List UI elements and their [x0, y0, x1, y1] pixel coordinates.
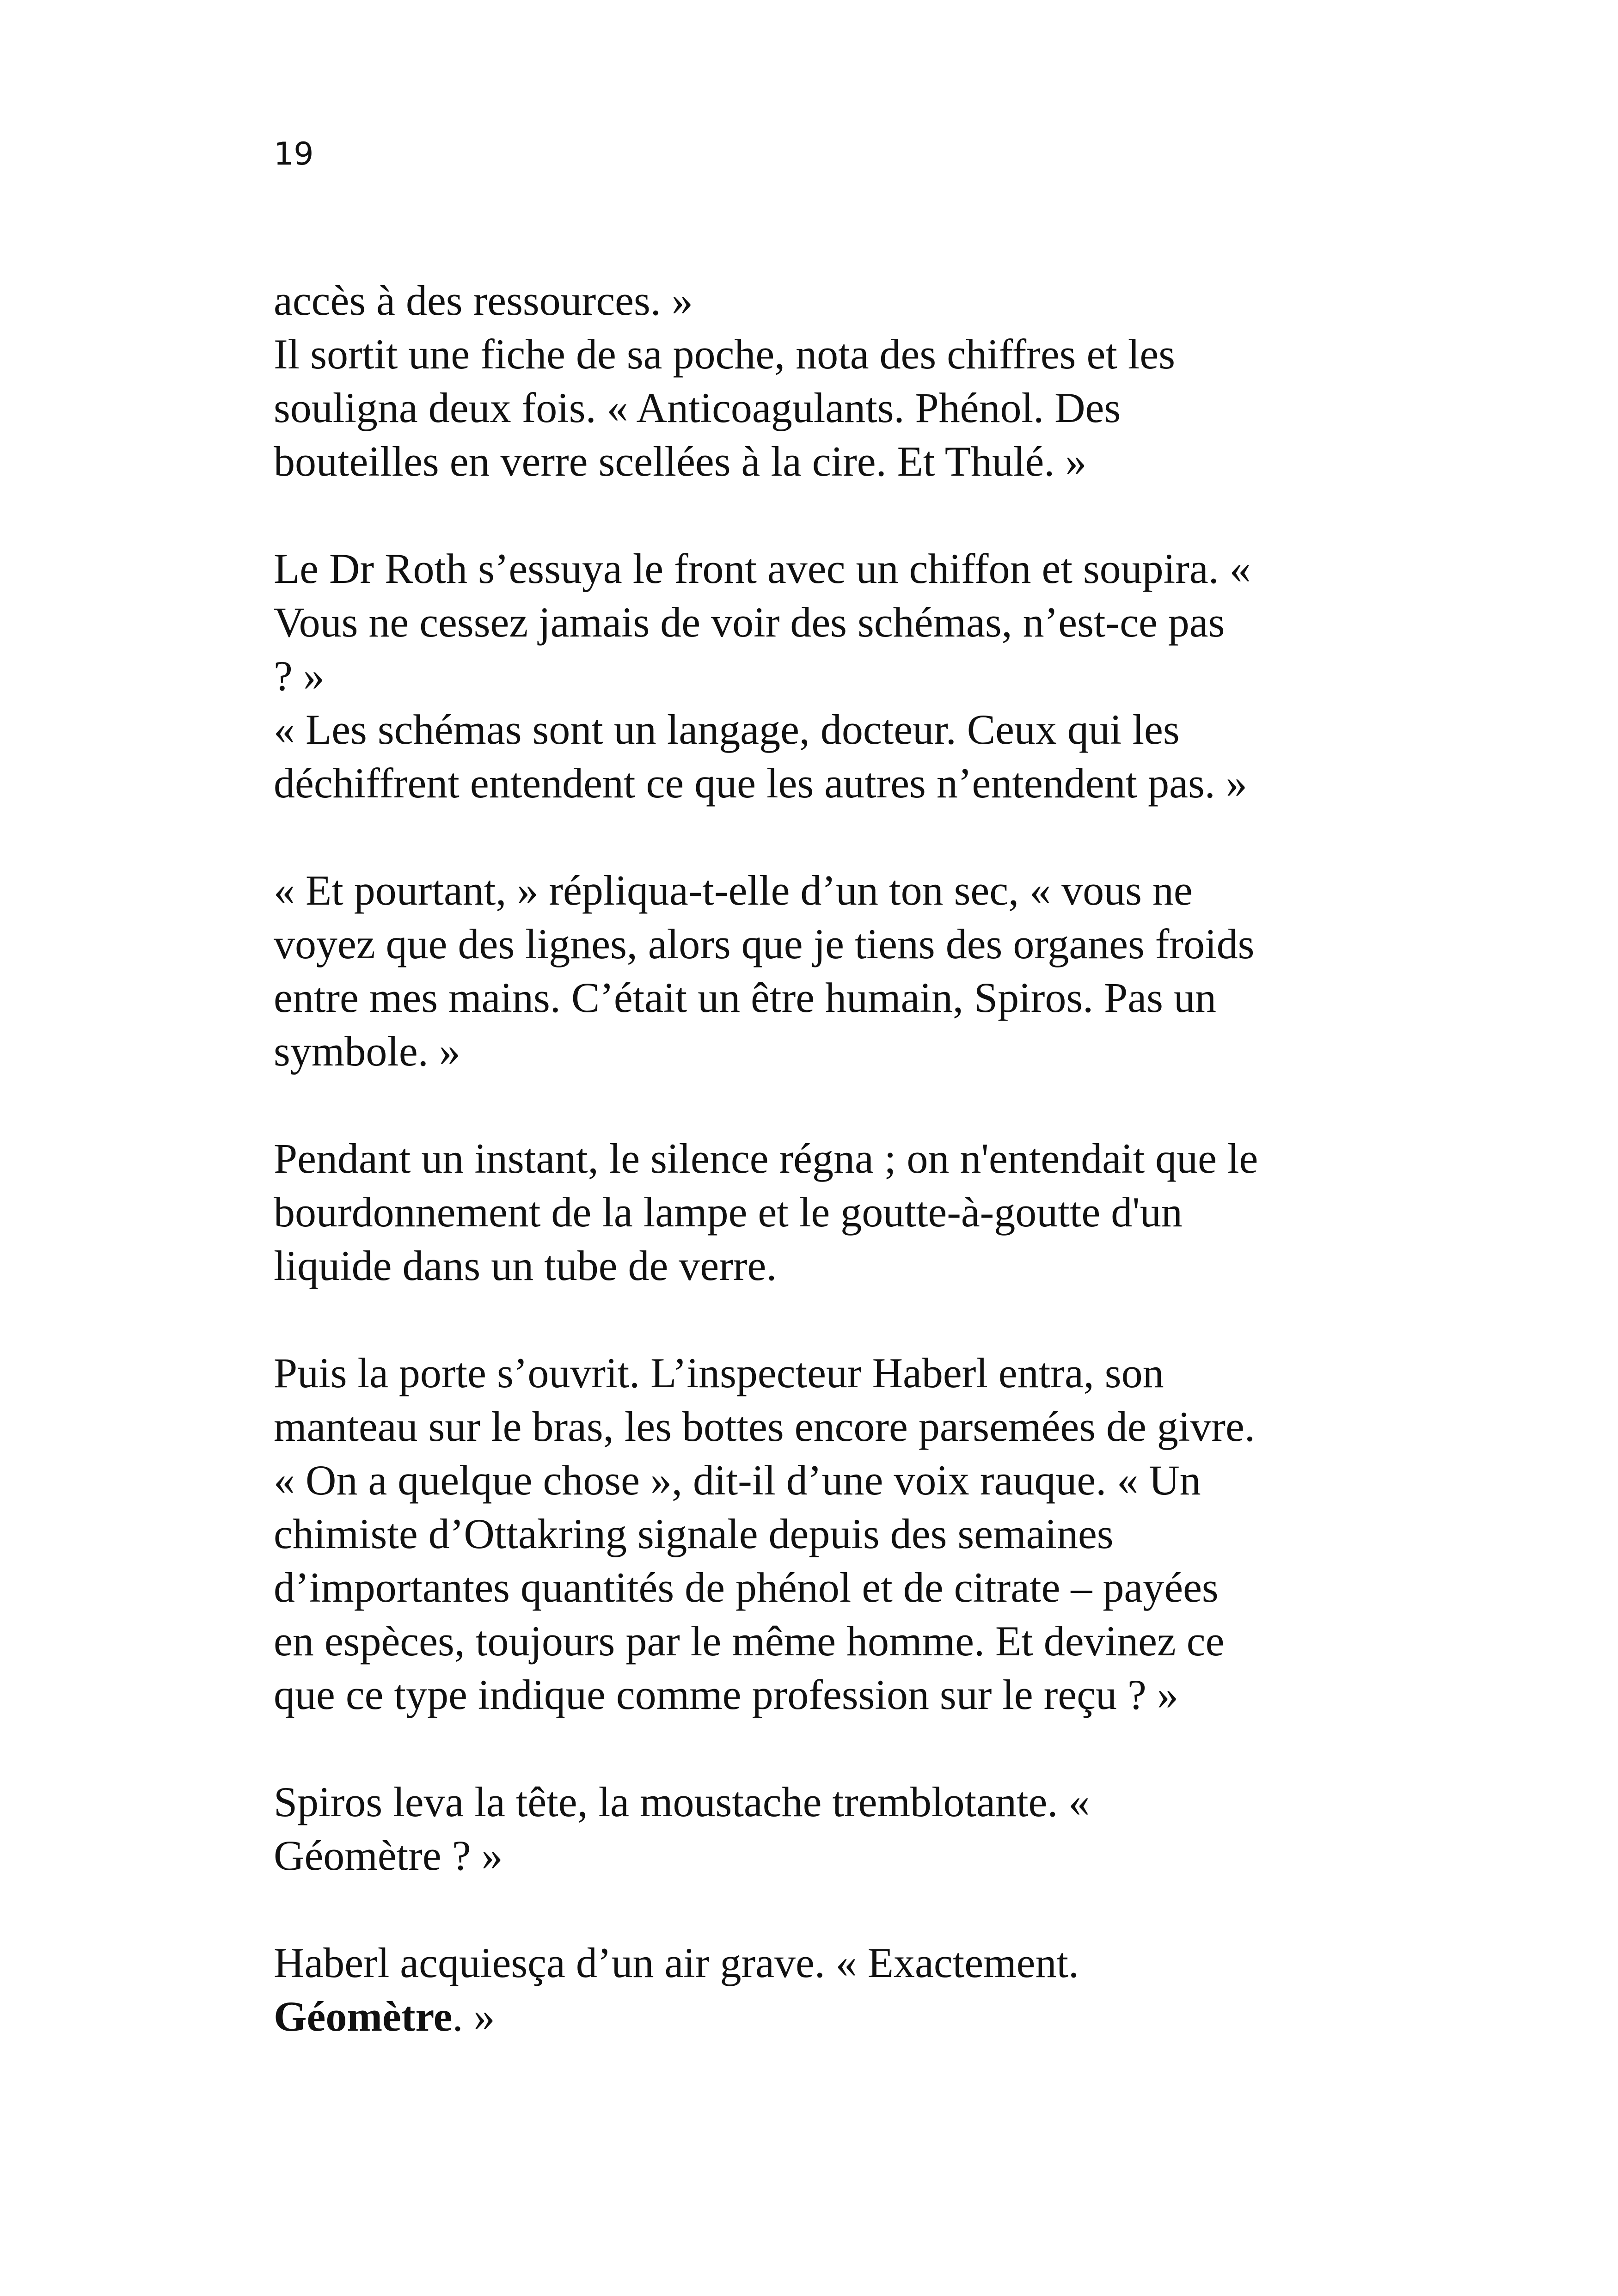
text-line: Haberl acquiesça d’un air grave. « Exactement.: [274, 1939, 1079, 1986]
paragraph: [274, 542, 1397, 810]
paragraph: [274, 1775, 1397, 1882]
text-line: Spiros leva la tête, la moustache tremblotante. «: [274, 1778, 1090, 1825]
text-line: en espèces, toujours par le même homme. Et devinez ce: [274, 1617, 1225, 1665]
text-line: Vous ne cessez jamais de voir des schémas, n’est-ce pas: [274, 599, 1225, 646]
text-line: Géomètre ? »: [274, 1832, 503, 1879]
text-line: que ce type indique comme profession sur le reçu ? »: [274, 1671, 1178, 1718]
page-number: 19: [274, 136, 314, 172]
paragraph: [274, 1346, 1397, 1721]
paragraph: [274, 1936, 1397, 2043]
text-line: symbole. »: [274, 1028, 460, 1075]
text-line: Il sortit une fiche de sa poche, nota des chiffres et les: [274, 331, 1176, 378]
text-line: Pendant un instant, le silence régna ; on n'entendait que le: [274, 1135, 1258, 1182]
text-line: manteau sur le bras, les bottes encore parsemées de givre.: [274, 1403, 1255, 1450]
bold-word: Géomètre: [274, 1993, 453, 2040]
paragraph: [274, 863, 1397, 1078]
text-line: déchiffrent entendent ce que les autres n’entendent pas. »: [274, 759, 1247, 807]
text-line-final: [274, 1990, 1397, 2043]
paragraph: [274, 274, 1397, 488]
closing-punctuation: . »: [452, 1993, 495, 2040]
text-line: « On a quelque chose », dit-il d’une voix rauque. « Un: [274, 1457, 1201, 1504]
text-line: d’importantes quantités de phénol et de citrate – payées: [274, 1564, 1219, 1611]
body-text: [274, 274, 1397, 2043]
text-line: ? »: [274, 652, 325, 699]
text-line: « Les schémas sont un langage, docteur. Ceux qui les: [274, 706, 1180, 753]
text-line: entre mes mains. C’était un être humain, Spiros. Pas un: [274, 974, 1216, 1021]
text-line: voyez que des lignes, alors que je tiens des organes froids: [274, 920, 1255, 967]
text-line: accès à des ressources. »: [274, 277, 693, 324]
text-line: Puis la porte s’ouvrit. L’inspecteur Haberl entra, son: [274, 1349, 1164, 1396]
text-line: bourdonnement de la lampe et le goutte-à-goutte d'un: [274, 1188, 1183, 1236]
text-line: souligna deux fois. « Anticoagulants. Phénol. Des: [274, 384, 1121, 431]
paragraph: [274, 1132, 1397, 1292]
text-line: liquide dans un tube de verre.: [274, 1242, 777, 1289]
text-line: chimiste d’Ottakring signale depuis des semaines: [274, 1510, 1114, 1557]
text-line: Le Dr Roth s’essuya le front avec un chiffon et soupira. «: [274, 545, 1251, 592]
text-line: bouteilles en verre scellées à la cire. Et Thulé. »: [274, 438, 1087, 485]
text-line: « Et pourtant, » répliqua-t-elle d’un ton sec, « vous ne: [274, 867, 1193, 914]
